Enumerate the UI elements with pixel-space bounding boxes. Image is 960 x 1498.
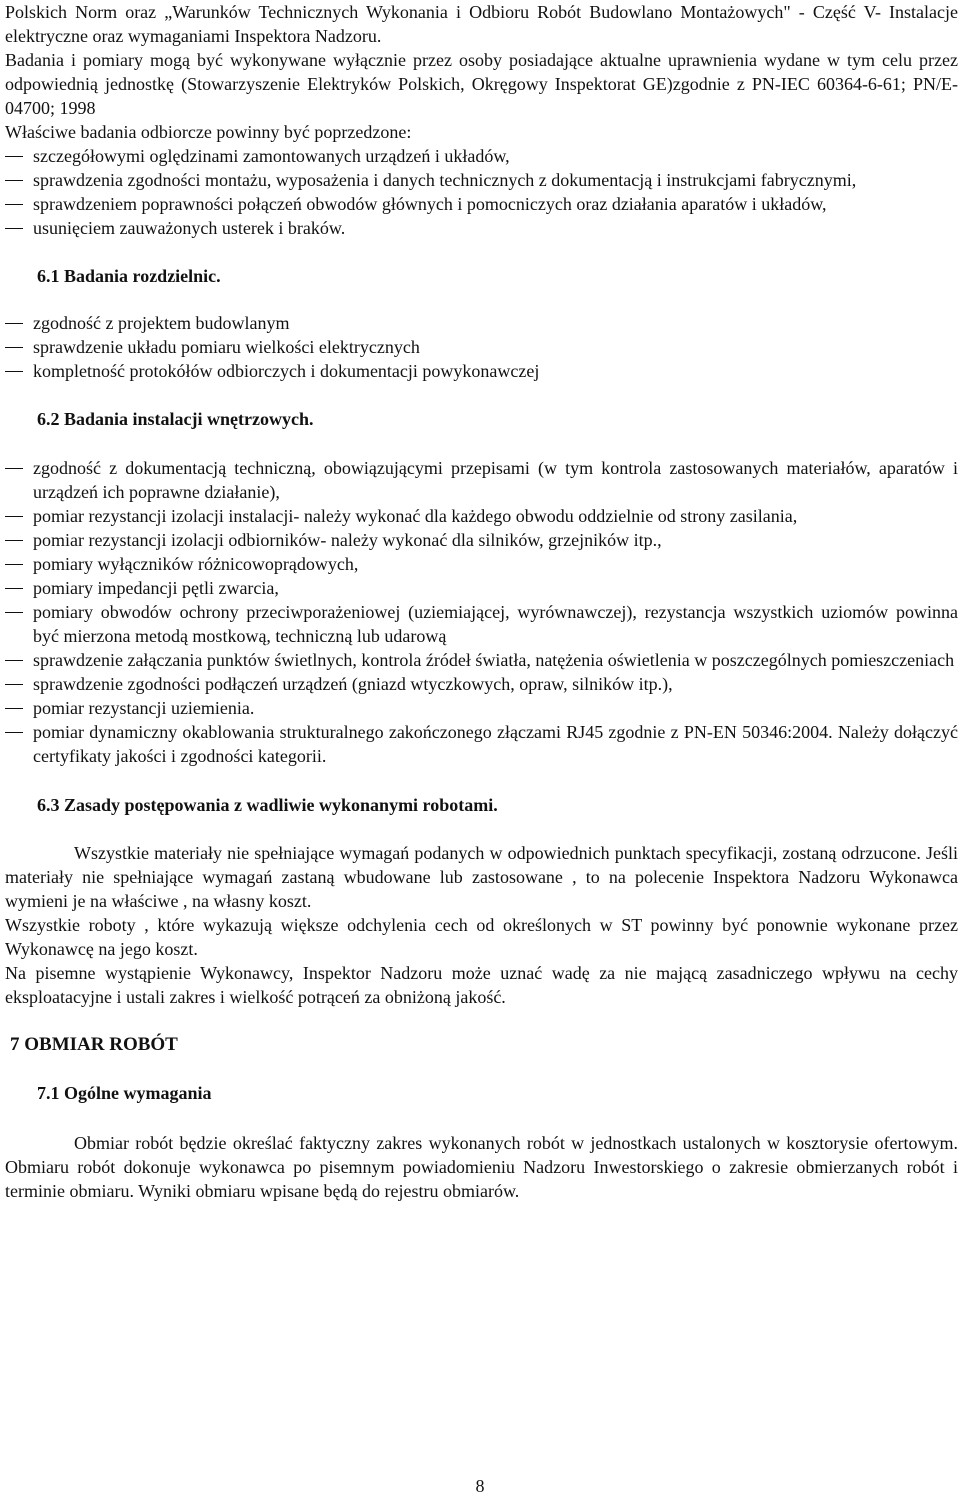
list-item: szczegółowymi oględzinami zamontowanych urządzeń i układów, [5,144,958,168]
intro-paragraph-2: Badania i pomiary mogą być wykonywane wyłącznie przez osoby posiadające aktualne uprawnienia wydane w tym celu przez odpowiednią jednostkę (Stowarzyszenie Elektryków Polskich, Okręgowy Inspektorat GE)zgodnie z PN-IEC 60364-6-61; PN/E-04700; 1998 [5,50,958,118]
list-item: sprawdzenie załączania punktów świetlnych, kontrola źródeł światła, natężenia oświetlenia w poszczególnych pomieszczeniach [5,648,958,672]
pre-inspection-list [5,144,958,240]
section-6-1-list [5,311,958,383]
section-heading-6-1: 6.1 Badania rozdzielnic. [37,266,221,286]
intro-paragraph-3: Właściwe badania odbiorcze powinny być poprzedzone: [5,122,412,142]
page-number: 8 [475,1476,485,1496]
intro-paragraph-1: Polskich Norm oraz „Warunków Technicznych Wykonania i Odbioru Robót Budowlano Montażowych" - Część V- Instalacje elektryczne oraz wymaganiami Inspektora Nadzoru. [5,2,958,46]
section-heading-6-2: 6.2 Badania instalacji wnętrzowych. [37,409,314,429]
list-item: sprawdzenia zgodności montażu, wyposażenia i danych technicznych z dokumentacją i instrukcjami fabrycznymi, [5,168,958,192]
list-item: sprawdzeniem poprawności połączeń obwodów głównych i pomocniczych oraz działania aparatów i układów, [5,192,958,216]
list-item: kompletność protokółów odbiorczych i dokumentacji powykonawczej [5,359,958,383]
list-item: pomiary obwodów ochrony przeciwporażeniowej (uziemiającej, wyrównawczej), rezystancja wszystkich uziomów powinna być mierzona metodą mostkową, techniczną lub udarową [5,600,958,648]
list-item: pomiar dynamiczny okablowania strukturalnego zakończonego złączami RJ45 zgodnie z PN-EN 50346:2004. Należy dołączyć certyfikaty jakości i zgodności kategorii. [5,720,958,768]
section-6-3-paragraph-1: Wszystkie materiały nie spełniające wymagań podanych w odpowiednich punktach specyfikacji, zostaną odrzucone. Jeśli materiały nie spełniające wymagań zastaną wbudowane lub zastosowane , to na polecenie Inspektora Nadzoru Wykonawca wymieni je na właściwe , na własny koszt. [5,843,958,911]
section-6-2-list [5,456,958,768]
list-item: pomiar rezystancji izolacji odbiorników- należy wykonać dla silników, grzejników itp., [5,528,958,552]
section-6-3-paragraph-3: Na pisemne wystąpienie Wykonawcy, Inspektor Nadzoru może uznać wadę za nie mającą zasadniczego wpływu na cechy eksploatacyjne i ustali zakres i wielkość potrąceń za obniżoną jakość. [5,963,958,1007]
list-item: zgodność z dokumentacją techniczną, obowiązującymi przepisami (w tym kontrola zastosowanych materiałów, aparatów i urządzeń ich poprawne działanie), [5,456,958,504]
list-item: pomiary impedancji pętli zwarcia, [5,576,958,600]
list-item: sprawdzenie układu pomiaru wielkości elektrycznych [5,335,958,359]
list-item: usunięciem zauważonych usterek i braków. [5,216,958,240]
list-item: zgodność z projektem budowlanym [5,311,958,335]
document-page [5,0,958,1203]
section-7-1-paragraph: Obmiar robót będzie określać faktyczny zakres wykonanych robót w jednostkach ustalonych w kosztorysie ofertowym. Obmiaru robót dokonuje wykonawca po pisemnym powiadomieniu Nadzoru Inwestorskiego o zakresie obmierzanych robót i terminie obmiaru. Wyniki obmiaru wpisane będą do rejestru obmiarów. [5,1133,958,1201]
section-6-3-paragraph-2: Wszystkie roboty , które wykazują większe odchylenia cech od określonych w ST powinny być ponownie wykonane przez Wykonawcę na jego koszt. [5,915,958,959]
section-heading-6-3: 6.3 Zasady postępowania z wadliwie wykonanymi robotami. [37,795,498,815]
list-item: pomiary wyłączników różnicowoprądowych, [5,552,958,576]
list-item: pomiar rezystancji uziemienia. [5,696,958,720]
section-heading-7-1: 7.1 Ogólne wymagania [37,1083,212,1103]
list-item: sprawdzenie zgodności podłączeń urządzeń (gniazd wtyczkowych, opraw, silników itp.), [5,672,958,696]
section-heading-7: 7 OBMIAR ROBÓT [10,1034,178,1055]
list-item: pomiar rezystancji izolacji instalacji- należy wykonać dla każdego obwodu oddzielnie od strony zasilania, [5,504,958,528]
